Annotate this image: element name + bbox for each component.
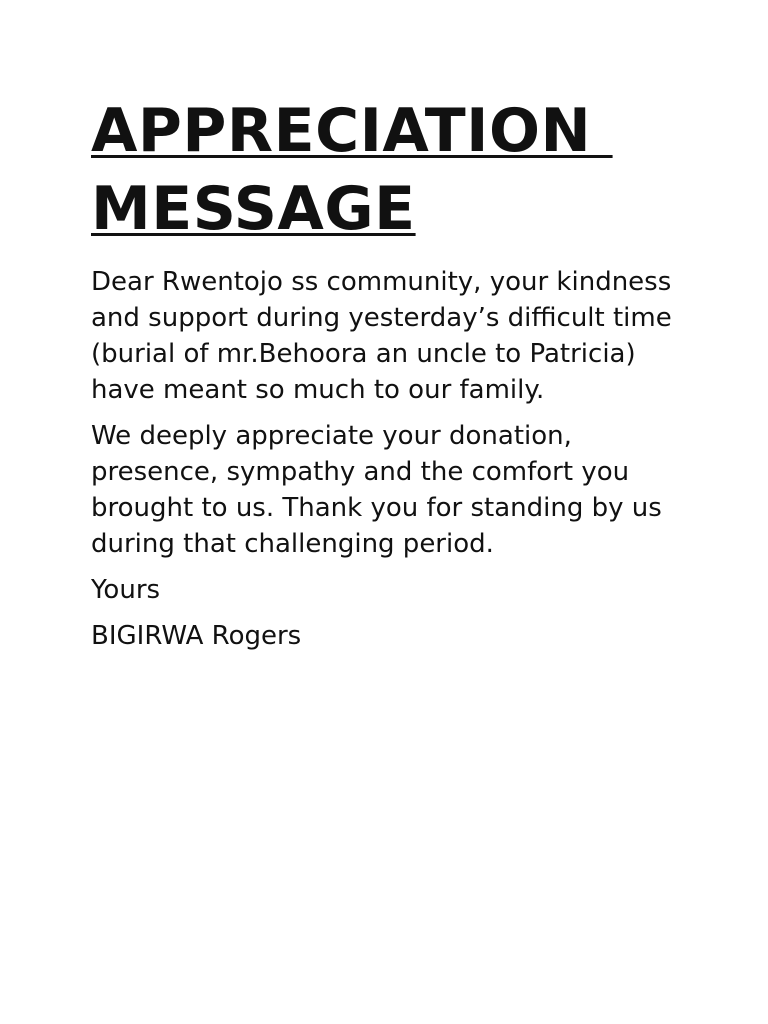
message-paragraph-2: We deeply appreciate your donation, presence, sympathy and the comfort you brought to us. Thank you for standing by us during that challenging period. <box>91 421 662 559</box>
document-title <box>91 92 691 248</box>
message-paragraph-1: Dear Rwentojo ss community, your kindness and support during yesterday’s difficult time (burial of mr.Behoora an uncle to Patricia) have meant so much to our family. <box>91 267 672 405</box>
closing-text: Yours <box>91 575 161 605</box>
title-line-2: MESSAGE <box>91 174 416 244</box>
signature-name: BIGIRWA Rogers <box>91 621 302 651</box>
document-content <box>91 92 691 654</box>
title-line-1: APPRECIATION <box>91 96 613 166</box>
